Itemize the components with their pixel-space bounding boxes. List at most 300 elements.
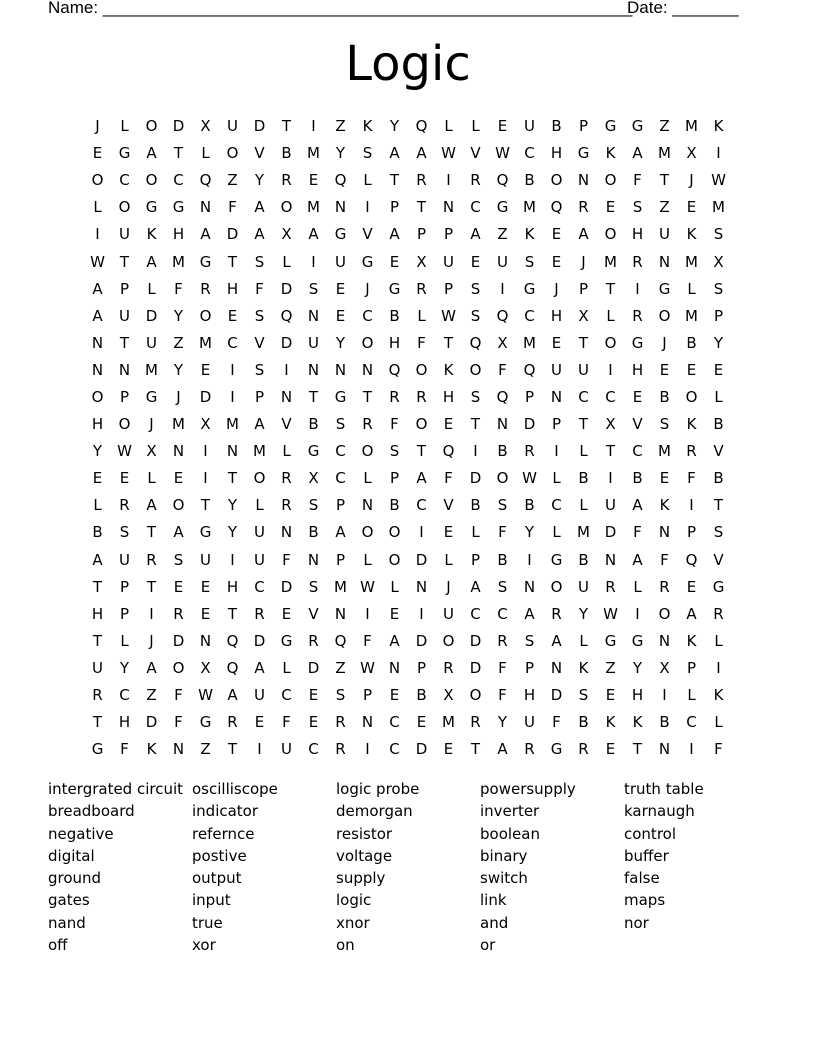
grid-letter: T [308, 387, 319, 406]
grid-letter: R [146, 550, 157, 569]
grid-letter: T [227, 252, 238, 271]
grid-letter: A [173, 523, 184, 542]
grid-letter: B [659, 713, 670, 732]
grid-letter: C [254, 577, 265, 596]
grid-letter: X [659, 658, 670, 677]
grid-letter: D [469, 469, 482, 488]
grid-letter: F [552, 713, 561, 732]
grid-letter: G [199, 252, 212, 271]
grid-letter: R [119, 496, 130, 515]
grid-letter: D [280, 333, 293, 352]
grid-letter: S [632, 198, 643, 217]
grid-letter: X [308, 469, 319, 488]
grid-letter: I [203, 469, 208, 488]
grid-letter: F [498, 658, 507, 677]
grid-letter: F [687, 469, 696, 488]
grid-letter: U [578, 577, 589, 596]
grid-letter: R [686, 442, 697, 461]
grid-letter: A [389, 144, 400, 163]
grid-letter: E [173, 469, 184, 488]
grid-letter: E [551, 252, 562, 271]
grid-letter: M [685, 252, 698, 271]
grid-letter: R [632, 252, 643, 271]
grid-letter: Y [632, 658, 643, 677]
grid-letter: N [280, 523, 293, 542]
grid-letter: E [200, 360, 211, 379]
grid-letter: A [92, 306, 103, 325]
word-list-item: xor [192, 936, 216, 955]
grid-letter: P [119, 577, 130, 596]
grid-letter: M [334, 577, 347, 596]
grid-letter: H [631, 360, 644, 379]
grid-letter: X [281, 225, 292, 244]
grid-letter: A [308, 225, 319, 244]
grid-letter: T [713, 496, 724, 515]
grid-letter: K [686, 415, 697, 434]
grid-letter: R [173, 604, 184, 623]
grid-letter: U [227, 117, 238, 136]
grid-letter: A [146, 658, 157, 677]
grid-letter: C [281, 686, 292, 705]
grid-letter: A [146, 496, 157, 515]
grid-letter: F [660, 550, 669, 569]
grid-letter: U [308, 333, 319, 352]
word-list-item: nand [48, 913, 86, 932]
grid-letter: C [119, 686, 130, 705]
word-list-item: binary [480, 846, 528, 865]
grid-letter: L [363, 469, 372, 488]
grid-letter: E [308, 171, 319, 190]
grid-letter: L [444, 117, 453, 136]
word-column [48, 778, 192, 956]
word-list-item: demorgan [336, 802, 413, 821]
word-list-item: ground [48, 869, 102, 888]
grid-letter: O [361, 523, 374, 542]
grid-letter: G [145, 387, 158, 406]
grid-letter: N [361, 713, 374, 732]
grid-letter: R [578, 198, 589, 217]
grid-letter: W [360, 577, 375, 596]
grid-letter: G [388, 279, 401, 298]
grid-letter: S [173, 550, 184, 569]
grid-row [84, 628, 732, 655]
grid-letter: A [200, 225, 211, 244]
grid-letter: E [200, 604, 211, 623]
grid-letter: E [443, 523, 454, 542]
grid-letter: I [635, 279, 640, 298]
grid-letter: C [173, 171, 184, 190]
grid-letter: T [578, 415, 589, 434]
grid-letter: G [496, 198, 509, 217]
grid-letter: O [496, 469, 509, 488]
grid-letter: X [200, 117, 211, 136]
grid-letter: B [389, 496, 400, 515]
grid-letter: M [442, 713, 455, 732]
grid-row [84, 248, 732, 275]
grid-letter: T [443, 333, 454, 352]
grid-letter: E [389, 686, 400, 705]
grid-letter: I [608, 469, 613, 488]
grid-letter: W [360, 658, 375, 677]
grid-letter: P [551, 415, 562, 434]
grid-letter: K [686, 631, 697, 650]
grid-letter: I [311, 117, 316, 136]
grid-letter: I [230, 360, 235, 379]
grid-letter: N [550, 658, 563, 677]
grid-letter: N [199, 631, 212, 650]
grid-letter: N [226, 442, 239, 461]
date-field[interactable]: Date: _______ [627, 0, 739, 17]
grid-letter: F [633, 523, 642, 542]
grid-letter: E [443, 740, 454, 759]
grid-letter: A [254, 198, 265, 217]
grid-letter: S [659, 415, 670, 434]
grid-letter: N [172, 442, 185, 461]
grid-row [84, 736, 732, 763]
grid-letter: I [527, 550, 532, 569]
grid-letter: E [686, 198, 697, 217]
grid-letter: B [470, 496, 481, 515]
grid-letter: M [658, 442, 671, 461]
grid-letter: I [689, 496, 694, 515]
grid-letter: Y [92, 442, 103, 461]
grid-letter: I [716, 658, 721, 677]
grid-letter: Z [227, 171, 238, 190]
grid-letter: B [497, 550, 508, 569]
grid-letter: W [117, 442, 132, 461]
word-list-item: digital [48, 846, 95, 865]
grid-letter: R [281, 171, 292, 190]
grid-letter: L [714, 387, 723, 406]
grid-letter: O [118, 198, 131, 217]
word-list-item: and [480, 913, 509, 932]
grid-letter: B [659, 387, 670, 406]
grid-letter: Q [334, 171, 347, 190]
grid-letter: R [524, 740, 535, 759]
grid-letter: P [443, 279, 454, 298]
grid-letter: P [578, 279, 589, 298]
grid-letter: T [146, 577, 157, 596]
grid-letter: X [200, 658, 211, 677]
word-list-item: input [192, 891, 231, 910]
grid-letter: O [388, 550, 401, 569]
grid-letter: M [523, 198, 536, 217]
grid-letter: X [443, 686, 454, 705]
grid-letter: R [632, 306, 643, 325]
grid-letter: S [308, 577, 319, 596]
word-list-item: karnaugh [624, 802, 695, 821]
grid-letter: N [496, 415, 509, 434]
grid-letter: C [686, 713, 697, 732]
grid-letter: M [172, 415, 185, 434]
grid-letter: O [604, 225, 617, 244]
grid-letter: G [199, 713, 212, 732]
grid-letter: A [470, 225, 481, 244]
grid-letter: T [281, 117, 292, 136]
grid-letter: C [227, 333, 238, 352]
word-column [336, 778, 480, 956]
grid-letter: M [172, 252, 185, 271]
grid-letter: Y [713, 333, 724, 352]
grid-letter: N [307, 360, 320, 379]
grid-letter: O [172, 496, 185, 515]
grid-letter: M [226, 415, 239, 434]
grid-letter: D [604, 523, 617, 542]
grid-letter: I [473, 442, 478, 461]
grid-letter: L [93, 198, 102, 217]
grid-letter: R [713, 604, 724, 623]
grid-letter: V [632, 415, 643, 434]
grid-letter: K [146, 225, 157, 244]
grid-letter: L [120, 117, 129, 136]
grid-letter: Z [659, 198, 670, 217]
word-list-item: voltage [336, 846, 393, 865]
grid-letter: T [200, 496, 211, 515]
grid-letter: O [469, 686, 482, 705]
grid-letter: A [146, 144, 157, 163]
grid-letter: V [443, 496, 454, 515]
grid-letter: E [335, 279, 346, 298]
grid-letter: E [686, 360, 697, 379]
word-list-item: negative [48, 824, 114, 843]
grid-letter: X [686, 144, 697, 163]
grid-letter: O [658, 604, 671, 623]
grid-letter: R [497, 631, 508, 650]
word-list-item: resistor [336, 824, 393, 843]
grid-letter: I [635, 604, 640, 623]
grid-letter: S [713, 225, 724, 244]
grid-letter: P [416, 658, 427, 677]
word-list-item: off [48, 936, 68, 955]
grid-letter: T [470, 740, 481, 759]
grid-letter: Y [497, 713, 508, 732]
grid-letter: L [714, 631, 723, 650]
grid-letter: V [281, 415, 292, 434]
grid-letter: H [388, 333, 401, 352]
grid-letter: S [254, 360, 265, 379]
word-list-item: oscilliscope [192, 780, 278, 798]
grid-letter: D [199, 387, 212, 406]
grid-letter: F [498, 686, 507, 705]
grid-letter: Q [496, 306, 509, 325]
grid-letter: I [662, 686, 667, 705]
grid-letter: P [335, 496, 346, 515]
grid-letter: O [91, 171, 104, 190]
grid-letter: T [632, 740, 643, 759]
grid-letter: D [172, 631, 185, 650]
grid-letter: C [578, 387, 589, 406]
grid-letter: G [523, 279, 536, 298]
grid-letter: W [90, 252, 105, 271]
grid-letter: G [604, 117, 617, 136]
grid-letter: S [470, 279, 481, 298]
grid-letter: E [227, 306, 238, 325]
word-list-item: output [192, 869, 242, 888]
grid-letter: M [523, 333, 536, 352]
grid-letter: P [686, 658, 697, 677]
name-field[interactable]: Name: ________________________________________________________ [48, 0, 633, 17]
grid-letter: I [230, 550, 235, 569]
grid-letter: F [282, 550, 291, 569]
grid-letter: O [469, 360, 482, 379]
grid-letter: P [119, 387, 130, 406]
grid-row [84, 276, 732, 303]
grid-letter: B [578, 713, 589, 732]
grid-letter: E [200, 577, 211, 596]
word-list-item: supply [336, 869, 386, 888]
grid-letter: J [581, 252, 586, 271]
grid-letter: X [578, 306, 589, 325]
grid-row [84, 167, 732, 194]
grid-letter: N [307, 306, 320, 325]
grid-letter: M [604, 252, 617, 271]
grid-letter: Q [388, 360, 401, 379]
grid-letter: E [686, 577, 697, 596]
grid-letter: Y [119, 658, 130, 677]
grid-letter: F [498, 523, 507, 542]
grid-letter: O [550, 171, 563, 190]
grid-letter: C [389, 713, 400, 732]
grid-letter: L [282, 658, 291, 677]
grid-letter: E [605, 740, 616, 759]
grid-letter: N [658, 631, 671, 650]
grid-letter: S [254, 252, 265, 271]
grid-letter: G [199, 523, 212, 542]
grid-letter: S [470, 306, 481, 325]
grid-letter: R [200, 279, 211, 298]
grid-letter: P [713, 306, 724, 325]
grid-letter: Q [496, 171, 509, 190]
grid-letter: R [335, 740, 346, 759]
grid-row [84, 411, 732, 438]
grid-letter: G [334, 225, 347, 244]
grid-letter: F [363, 631, 372, 650]
grid-letter: U [659, 225, 670, 244]
grid-letter: A [632, 144, 643, 163]
grid-letter: Q [442, 442, 455, 461]
grid-letter: N [523, 577, 536, 596]
grid-letter: E [308, 686, 319, 705]
grid-letter: O [361, 333, 374, 352]
grid-letter: A [389, 225, 400, 244]
grid-letter: I [365, 604, 370, 623]
word-list-item: control [624, 824, 676, 843]
grid-letter: Q [280, 306, 293, 325]
grid-letter: F [714, 740, 723, 759]
grid-letter: U [578, 360, 589, 379]
grid-letter: B [632, 469, 643, 488]
grid-letter: O [658, 306, 671, 325]
grid-letter: A [254, 415, 265, 434]
grid-letter: C [524, 144, 535, 163]
grid-letter: G [334, 387, 347, 406]
grid-letter: E [281, 604, 292, 623]
grid-letter: Z [335, 117, 346, 136]
grid-letter: A [470, 577, 481, 596]
word-list-item: inverter [480, 802, 540, 821]
grid-letter: G [280, 631, 293, 650]
grid-letter: T [92, 713, 103, 732]
grid-letter: D [415, 740, 428, 759]
grid-letter: P [524, 387, 535, 406]
grid-letter: D [523, 415, 536, 434]
grid-letter: E [173, 577, 184, 596]
grid-letter: B [713, 415, 724, 434]
grid-letter: J [176, 387, 181, 406]
grid-letter: F [120, 740, 129, 759]
grid-letter: U [335, 252, 346, 271]
grid-letter: A [416, 144, 427, 163]
grid-letter: J [365, 279, 370, 298]
grid-letter: D [226, 225, 239, 244]
grid-letter: C [362, 306, 373, 325]
grid-letter: N [658, 523, 671, 542]
grid-letter: A [254, 658, 265, 677]
grid-letter: L [471, 523, 480, 542]
grid-letter: A [416, 469, 427, 488]
grid-letter: O [280, 198, 293, 217]
grid-letter: A [497, 740, 508, 759]
grid-letter: U [254, 550, 265, 569]
grid-letter: O [199, 306, 212, 325]
grid-letter: J [554, 279, 559, 298]
grid-letter: R [281, 469, 292, 488]
grid-letter: N [361, 360, 374, 379]
grid-letter: K [605, 144, 616, 163]
grid-letter: I [257, 740, 262, 759]
grid-letter: N [118, 360, 131, 379]
grid-letter: B [389, 306, 400, 325]
grid-letter: R [578, 740, 589, 759]
grid-letter: Y [254, 171, 265, 190]
grid-letter: H [226, 577, 239, 596]
grid-letter: R [362, 415, 373, 434]
grid-letter: C [308, 740, 319, 759]
grid-letter: B [686, 333, 697, 352]
grid-row [84, 113, 732, 140]
word-list-item: nor [624, 913, 649, 932]
grid-letter: Q [469, 333, 482, 352]
grid-letter: J [149, 631, 154, 650]
grid-letter: C [497, 604, 508, 623]
grid-row [84, 601, 732, 628]
grid-letter: T [92, 577, 103, 596]
word-list-item: logic [336, 891, 372, 910]
grid-letter: H [550, 306, 563, 325]
grid-letter: T [416, 442, 427, 461]
grid-letter: G [604, 631, 617, 650]
grid-letter: P [389, 198, 400, 217]
grid-letter: C [470, 604, 481, 623]
grid-letter: S [119, 523, 130, 542]
grid-letter: B [524, 496, 535, 515]
grid-letter: N [91, 333, 104, 352]
grid-letter: B [578, 550, 589, 569]
grid-letter: I [689, 740, 694, 759]
grid-letter: B [416, 686, 427, 705]
grid-letter: R [659, 577, 670, 596]
grid-letter: L [552, 523, 561, 542]
grid-letter: P [254, 387, 265, 406]
word-list-item: postive [192, 846, 247, 865]
grid-letter: R [281, 496, 292, 515]
grid-letter: R [470, 713, 481, 732]
grid-letter: T [362, 387, 373, 406]
grid-letter: N [91, 360, 104, 379]
grid-letter: R [335, 713, 346, 732]
word-list-item: boolean [480, 824, 540, 843]
grid-letter: T [470, 415, 481, 434]
